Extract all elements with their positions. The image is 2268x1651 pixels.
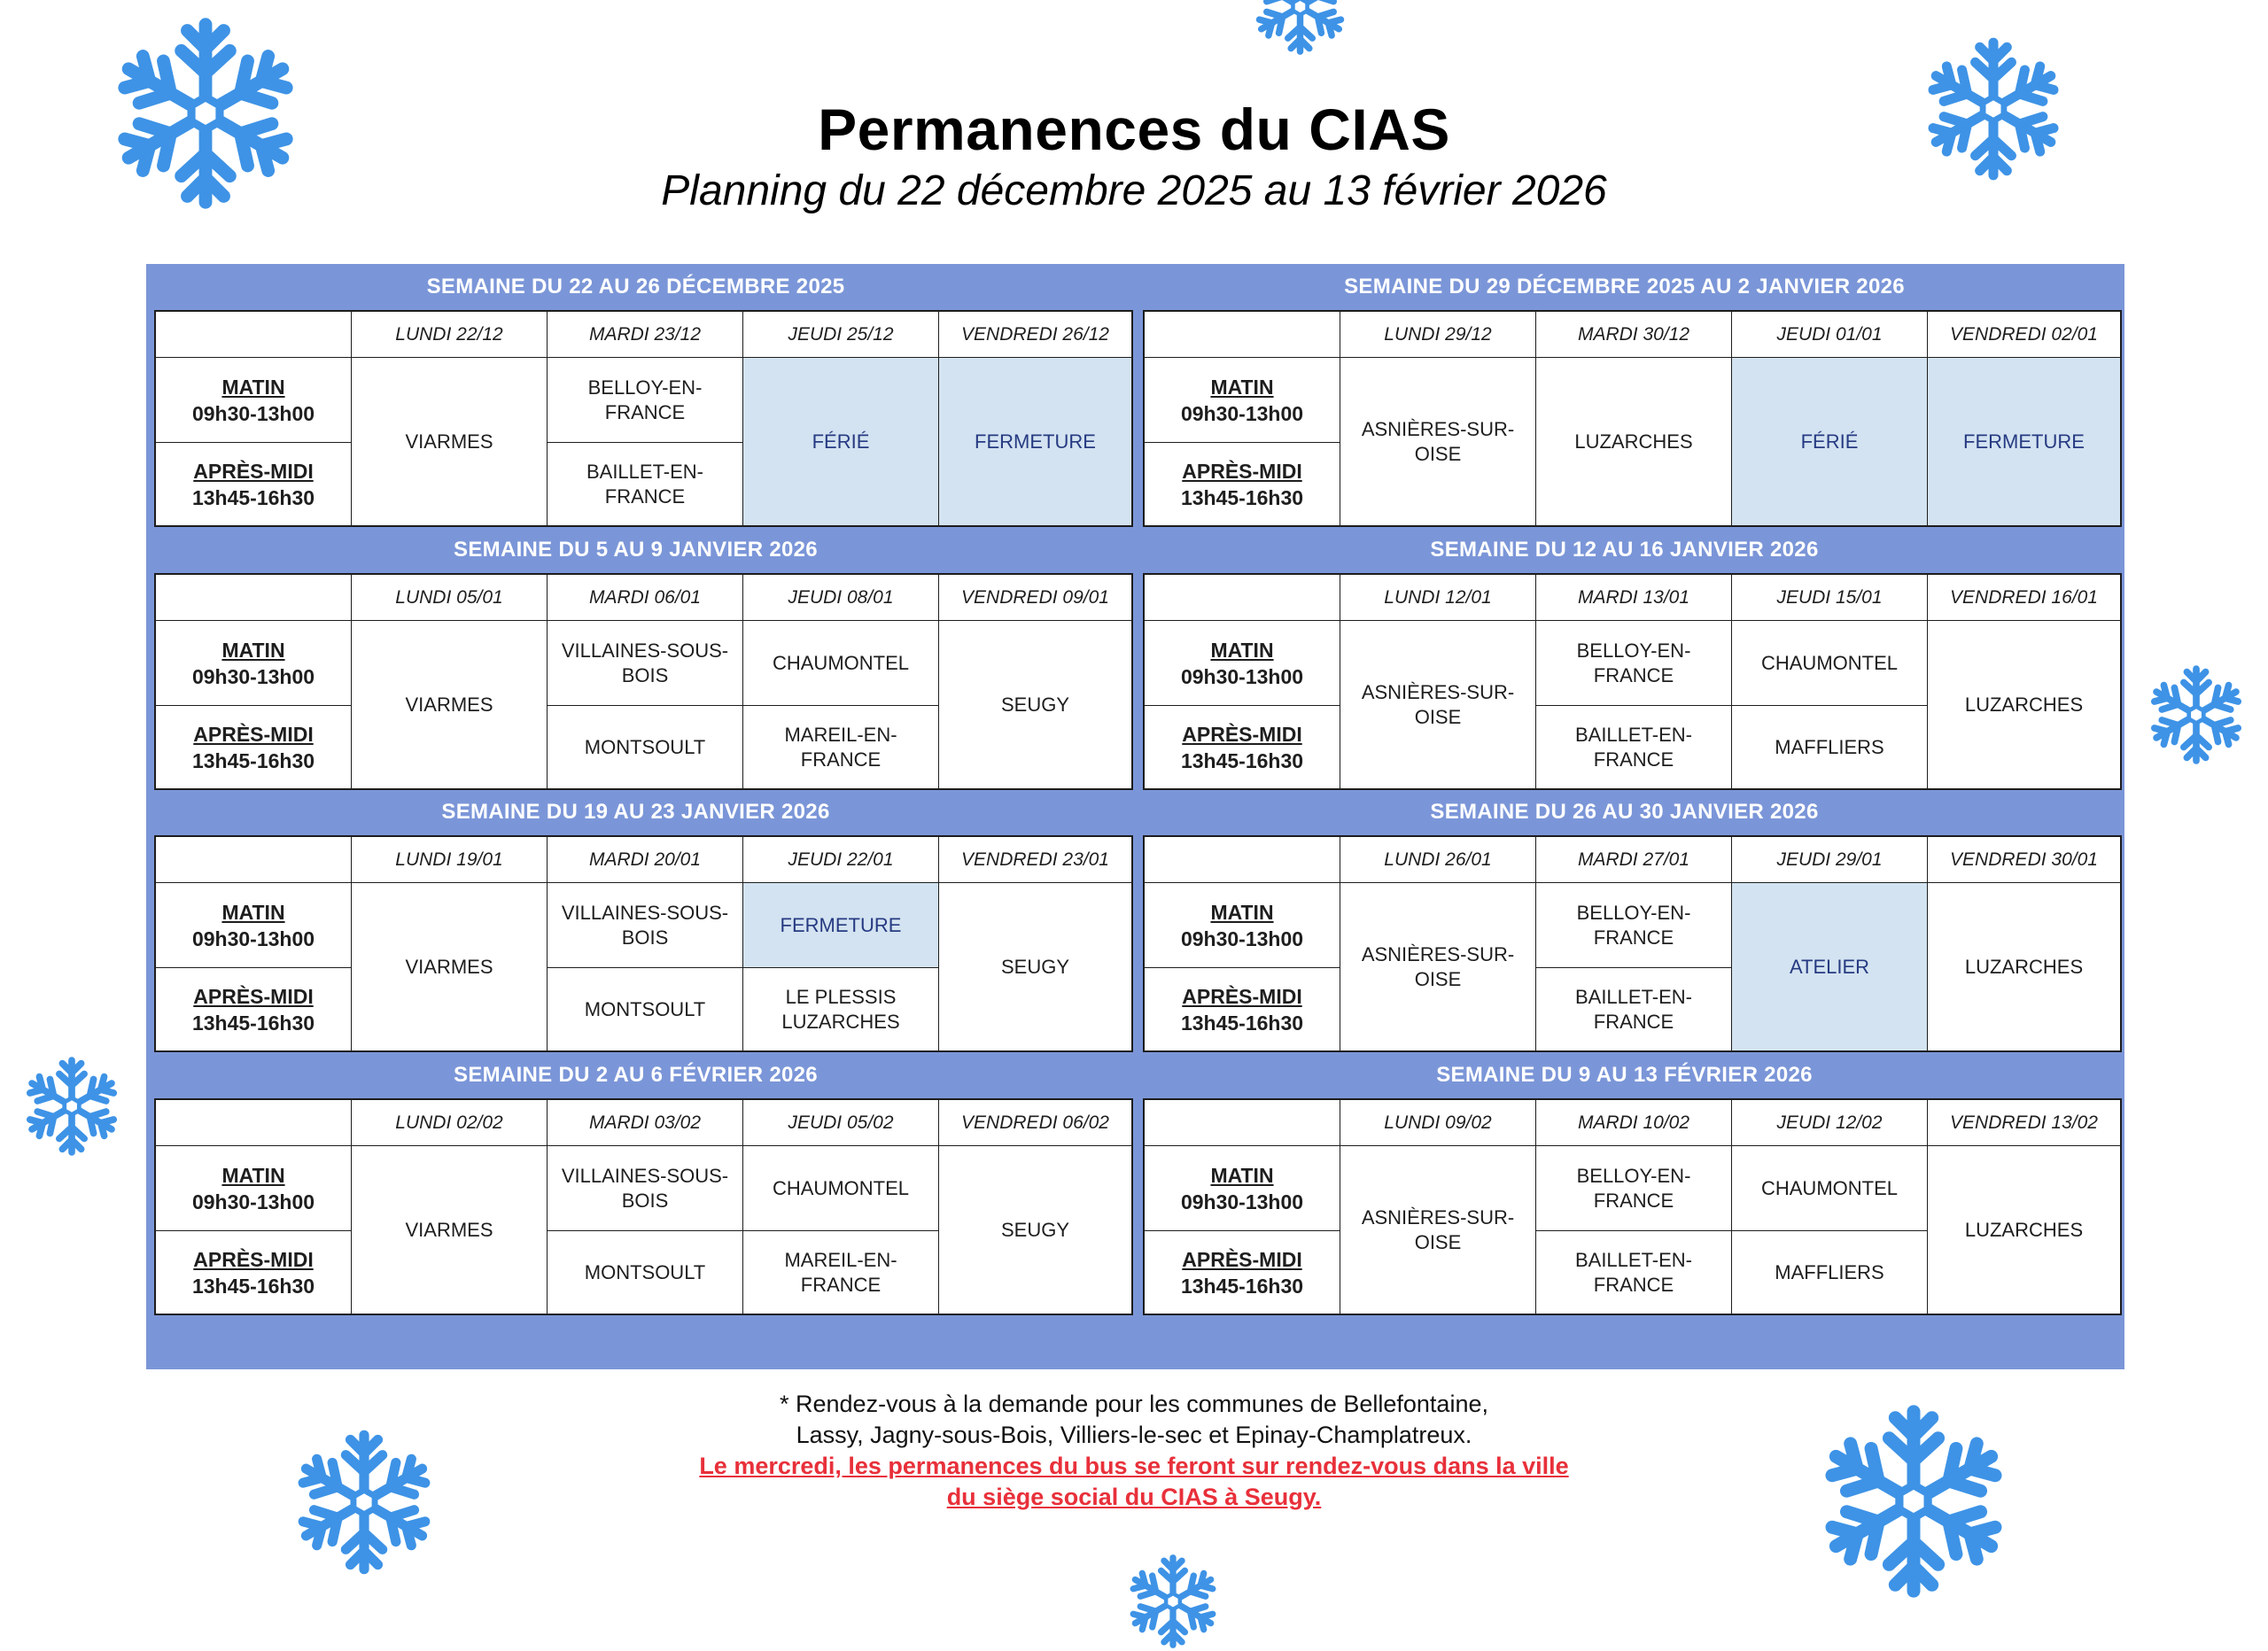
schedule-cell-morning: CHAUMONTEL <box>1732 621 1928 706</box>
week-table <box>1143 835 2122 1052</box>
afternoon-hours: 13h45-16h30 <box>191 748 315 772</box>
afternoon-slot <box>156 968 352 1050</box>
afternoon-hours: 13h45-16h30 <box>191 1011 315 1035</box>
table-corner-cell <box>156 1100 352 1146</box>
afternoon-label: APRÈS-MIDI <box>193 722 314 746</box>
afternoon-label: APRÈS-MIDI <box>1182 722 1302 746</box>
notes <box>0 1389 2268 1513</box>
day-header: LUNDI 12/01 <box>1340 575 1536 621</box>
schedule-cell-morning: CHAUMONTEL <box>1732 1146 1928 1231</box>
morning-slot <box>1145 1146 1340 1231</box>
morning-slot <box>1145 358 1340 443</box>
day-header: LUNDI 09/02 <box>1340 1100 1536 1146</box>
afternoon-slot <box>1145 706 1340 788</box>
schedule-cell-afternoon: MONTSOULT <box>548 706 743 788</box>
afternoon-slot <box>1145 1231 1340 1314</box>
day-header: MARDI 06/01 <box>548 575 743 621</box>
week-title: SEMAINE DU 29 DÉCEMBRE 2025 AU 2 JANVIER 2026 <box>1344 275 1905 298</box>
week-block <box>1135 789 2114 1052</box>
schedule-cell: ASNIÈRES-SUR-OISE <box>1340 883 1536 1050</box>
week-block <box>146 1052 1125 1315</box>
schedule-cell-afternoon: MAREIL-EN-FRANCE <box>743 1231 939 1314</box>
schedule-cell: VIARMES <box>352 621 548 788</box>
morning-label: MATIN <box>221 638 285 662</box>
morning-hours: 09h30-13h00 <box>1180 1190 1304 1213</box>
schedule-cell-morning: BELLOY-EN-FRANCE <box>1536 883 1732 968</box>
page-title: Permanences du CIAS <box>818 97 1450 162</box>
schedule-cell-afternoon: BAILLET-EN-FRANCE <box>548 443 743 525</box>
day-header: JEUDI 08/01 <box>743 575 939 621</box>
week-title: SEMAINE DU 26 AU 30 JANVIER 2026 <box>1430 800 1819 824</box>
week-table <box>1143 1098 2122 1315</box>
morning-label: MATIN <box>221 375 285 399</box>
week-title: SEMAINE DU 12 AU 16 JANVIER 2026 <box>1430 538 1819 562</box>
schedule-cell: FERMETURE <box>1928 358 2120 525</box>
afternoon-label: APRÈS-MIDI <box>193 1247 314 1271</box>
day-header: VENDREDI 13/02 <box>1928 1100 2120 1146</box>
day-header: MARDI 03/02 <box>548 1100 743 1146</box>
schedule-board <box>146 264 2124 1369</box>
schedule-cell: ATELIER <box>1732 883 1928 1050</box>
day-header: JEUDI 01/01 <box>1732 312 1928 358</box>
week-block <box>1135 527 2114 790</box>
morning-label: MATIN <box>1210 375 1274 399</box>
morning-slot <box>156 621 352 706</box>
week-table <box>1143 573 2122 790</box>
day-header: MARDI 13/01 <box>1536 575 1732 621</box>
day-header: MARDI 27/01 <box>1536 837 1732 883</box>
week-block <box>1135 264 2114 527</box>
morning-label: MATIN <box>1210 900 1274 924</box>
day-header: LUNDI 29/12 <box>1340 312 1536 358</box>
note-line: * Rendez-vous à la demande pour les communes de Bellefontaine, <box>780 1391 1488 1417</box>
table-corner-cell <box>156 837 352 883</box>
morning-hours: 09h30-13h00 <box>191 926 315 950</box>
schedule-cell: LUZARCHES <box>1964 693 2084 716</box>
table-corner-cell <box>1145 312 1340 358</box>
afternoon-slot <box>156 1231 352 1314</box>
afternoon-hours: 13h45-16h30 <box>1180 485 1304 509</box>
schedule-cell: VIARMES <box>352 1146 548 1314</box>
snowflake-icon <box>19 1054 124 1159</box>
week-title: SEMAINE DU 9 AU 13 FÉVRIER 2026 <box>1436 1063 1813 1087</box>
afternoon-hours: 13h45-16h30 <box>1180 1011 1304 1035</box>
schedule-cell: VIARMES <box>352 358 548 525</box>
week-block <box>146 789 1125 1052</box>
day-header: LUNDI 26/01 <box>1340 837 1536 883</box>
snowflake-icon <box>1123 1552 1223 1651</box>
schedule-cell-afternoon: MAREIL-EN-FRANCE <box>743 706 939 788</box>
table-corner-cell <box>1145 837 1340 883</box>
morning-hours: 09h30-13h00 <box>191 1190 315 1213</box>
afternoon-hours: 13h45-16h30 <box>191 485 315 509</box>
day-header: LUNDI 19/01 <box>352 837 548 883</box>
day-header: LUNDI 02/02 <box>352 1100 548 1146</box>
schedule-cell: FÉRIÉ <box>1732 358 1928 525</box>
schedule-cell: LUZARCHES <box>1964 955 2084 978</box>
schedule-cell-afternoon: BAILLET-EN-FRANCE <box>1536 706 1732 788</box>
afternoon-label: APRÈS-MIDI <box>1182 459 1302 483</box>
schedule-cell-morning: BELLOY-EN-FRANCE <box>1536 1146 1732 1231</box>
notice-line: Le mercredi, les permanences du bus se feront sur rendez-vous dans la ville <box>699 1453 1569 1479</box>
week-title: SEMAINE DU 19 AU 23 JANVIER 2026 <box>441 800 830 824</box>
note-line: Lassy, Jagny-sous-Bois, Villiers-le-sec et Epinay-Champlatreux. <box>796 1422 1472 1448</box>
schedule-cell-afternoon: BAILLET-EN-FRANCE <box>1536 968 1732 1050</box>
morning-slot <box>1145 883 1340 968</box>
day-header: JEUDI 29/01 <box>1732 837 1928 883</box>
schedule-cell: LUZARCHES <box>1964 1218 2084 1241</box>
morning-label: MATIN <box>221 1163 285 1187</box>
day-header: LUNDI 22/12 <box>352 312 548 358</box>
schedule-cell: FÉRIÉ <box>743 358 939 525</box>
snowflake-icon <box>1249 0 1351 58</box>
day-header: MARDI 20/01 <box>548 837 743 883</box>
notice-line: du siège social du CIAS à Seugy. <box>946 1484 1322 1510</box>
afternoon-hours: 13h45-16h30 <box>1180 748 1304 772</box>
afternoon-slot <box>156 443 352 525</box>
morning-slot <box>156 358 352 443</box>
schedule-cell: FERMETURE <box>939 358 1131 525</box>
week-table <box>154 1098 1133 1315</box>
week-block <box>146 264 1125 527</box>
afternoon-label: APRÈS-MIDI <box>1182 984 1302 1008</box>
afternoon-hours: 13h45-16h30 <box>1180 1274 1304 1298</box>
schedule-cell-morning: CHAUMONTEL <box>743 1146 939 1231</box>
afternoon-label: APRÈS-MIDI <box>193 984 314 1008</box>
week-block <box>1135 1052 2114 1315</box>
schedule-cell-morning: FERMETURE <box>743 883 939 968</box>
day-header: JEUDI 05/02 <box>743 1100 939 1146</box>
day-header: VENDREDI 30/01 <box>1928 837 2120 883</box>
schedule-cell: ASNIÈRES-SUR-OISE <box>1340 1146 1536 1314</box>
day-header: VENDREDI 16/01 <box>1928 575 2120 621</box>
schedule-cell-morning: VILLAINES-SOUS-BOIS <box>548 621 743 706</box>
week-title: SEMAINE DU 5 AU 9 JANVIER 2026 <box>454 538 818 562</box>
day-header: JEUDI 12/02 <box>1732 1100 1928 1146</box>
week-block <box>146 527 1125 790</box>
schedule-cell: SEUGY <box>1000 1218 1070 1241</box>
morning-slot <box>156 883 352 968</box>
schedule-cell: SEUGY <box>1000 693 1070 716</box>
morning-hours: 09h30-13h00 <box>1180 401 1304 425</box>
schedule-cell-morning: CHAUMONTEL <box>743 621 939 706</box>
day-header: VENDREDI 26/12 <box>939 312 1131 358</box>
schedule-cell-afternoon: MAFFLIERS <box>1732 1231 1928 1314</box>
schedule-cell-morning: BELLOY-EN-FRANCE <box>548 358 743 443</box>
schedule-cell: LUZARCHES <box>1536 358 1732 525</box>
afternoon-slot <box>1145 968 1340 1050</box>
afternoon-hours: 13h45-16h30 <box>191 1274 315 1298</box>
day-header: VENDREDI 02/01 <box>1928 312 2120 358</box>
page-subtitle: Planning du 22 décembre 2025 au 13 février 2026 <box>661 167 1607 214</box>
day-header: JEUDI 22/01 <box>743 837 939 883</box>
day-header: LUNDI 05/01 <box>352 575 548 621</box>
morning-label: MATIN <box>221 900 285 924</box>
schedule-cell-morning: BELLOY-EN-FRANCE <box>1536 621 1732 706</box>
table-corner-cell <box>1145 575 1340 621</box>
morning-label: MATIN <box>1210 1163 1274 1187</box>
schedule-cell-afternoon: MONTSOULT <box>548 1231 743 1314</box>
morning-hours: 09h30-13h00 <box>1180 664 1304 688</box>
week-table <box>154 835 1133 1052</box>
schedule-cell: SEUGY <box>1000 955 1070 978</box>
week-table <box>1143 310 2122 527</box>
day-header: VENDREDI 09/01 <box>939 575 1131 621</box>
week-table <box>154 573 1133 790</box>
day-header: JEUDI 25/12 <box>743 312 939 358</box>
afternoon-label: APRÈS-MIDI <box>1182 1247 1302 1271</box>
day-header: JEUDI 15/01 <box>1732 575 1928 621</box>
day-header: MARDI 30/12 <box>1536 312 1732 358</box>
morning-hours: 09h30-13h00 <box>1180 926 1304 950</box>
schedule-cell-morning: VILLAINES-SOUS-BOIS <box>548 1146 743 1231</box>
day-header: VENDREDI 23/01 <box>939 837 1131 883</box>
week-title: SEMAINE DU 2 AU 6 FÉVRIER 2026 <box>454 1063 818 1087</box>
afternoon-slot <box>1145 443 1340 525</box>
week-title: SEMAINE DU 22 AU 26 DÉCEMBRE 2025 <box>426 275 845 298</box>
morning-slot <box>1145 621 1340 706</box>
schedule-cell: ASNIÈRES-SUR-OISE <box>1340 358 1536 525</box>
snowflake-icon <box>2144 663 2249 767</box>
schedule-cell: ASNIÈRES-SUR-OISE <box>1340 621 1536 788</box>
table-corner-cell <box>156 575 352 621</box>
morning-label: MATIN <box>1210 638 1274 662</box>
morning-hours: 09h30-13h00 <box>191 401 315 425</box>
table-corner-cell <box>1145 1100 1340 1146</box>
morning-hours: 09h30-13h00 <box>191 664 315 688</box>
schedule-cell-afternoon: MAFFLIERS <box>1732 706 1928 788</box>
afternoon-slot <box>156 706 352 788</box>
table-corner-cell <box>156 312 352 358</box>
morning-slot <box>156 1146 352 1231</box>
schedule-cell-afternoon: MONTSOULT <box>548 968 743 1050</box>
week-table <box>154 310 1133 527</box>
day-header: MARDI 23/12 <box>548 312 743 358</box>
schedule-cell-morning: VILLAINES-SOUS-BOIS <box>548 883 743 968</box>
schedule-cell-afternoon: BAILLET-EN-FRANCE <box>1536 1231 1732 1314</box>
afternoon-label: APRÈS-MIDI <box>193 459 314 483</box>
schedule-cell: VIARMES <box>352 883 548 1050</box>
schedule-cell-afternoon: LE PLESSIS LUZARCHES <box>743 968 939 1050</box>
day-header: VENDREDI 06/02 <box>939 1100 1131 1146</box>
day-header: MARDI 10/02 <box>1536 1100 1732 1146</box>
